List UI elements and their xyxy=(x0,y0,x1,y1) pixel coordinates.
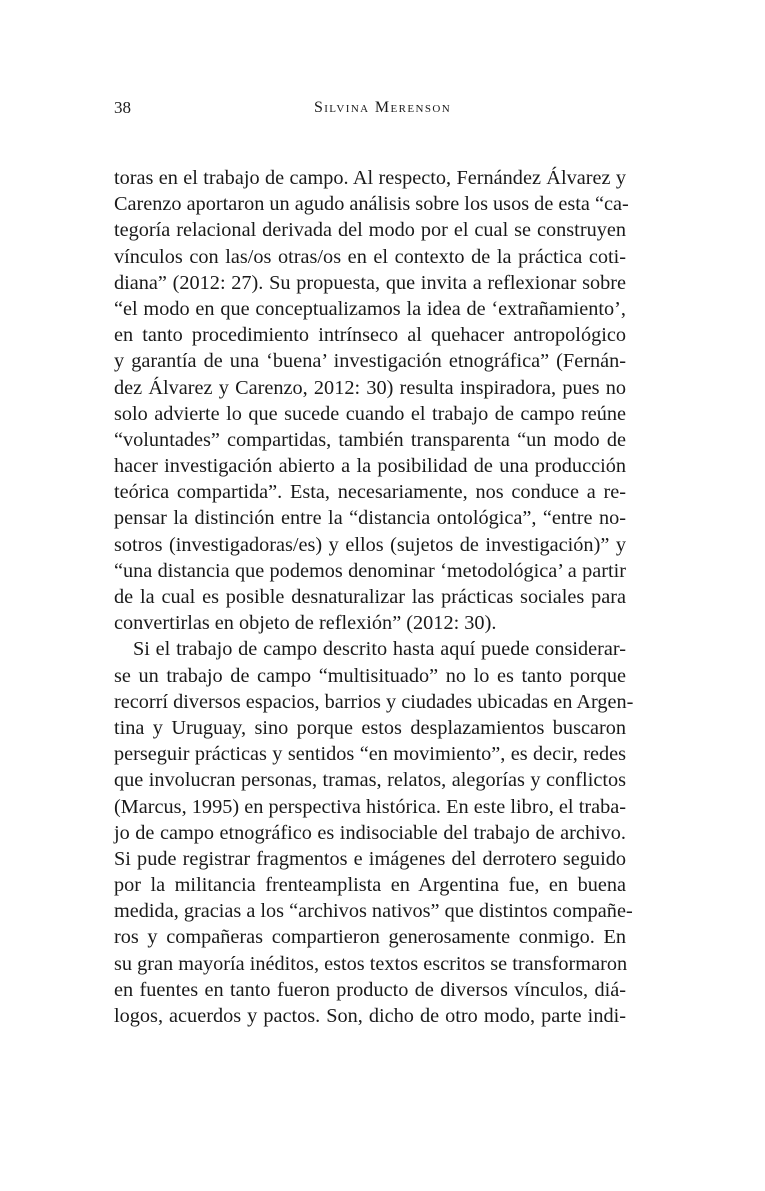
text-line: de la cual es posible desnaturalizar las prácticas sociales para xyxy=(114,586,626,608)
text-line: toras en el trabajo de campo. Al respecto, Fernández Álvarez y xyxy=(114,167,626,189)
text-line: Si pude registrar fragmentos e imágenes del derrotero seguido xyxy=(114,847,626,870)
text-line: “voluntades” compartidas, también transparenta “un modo de xyxy=(114,428,626,451)
text-line: tina y Uruguay, sino porque estos desplazamientos buscaron xyxy=(114,716,626,739)
text-line: medida, gracias a los “archivos nativos” que distintos compañe- xyxy=(114,900,633,923)
text-line: teórica compartida”. Esta, necesariamente, nos conduce a re- xyxy=(114,481,626,504)
text-line: Si el trabajo de campo descrito hasta aquí puede considerar- xyxy=(133,638,626,661)
text-line: por la militancia frenteamplista en Argentina fue, en buena xyxy=(114,874,626,897)
text-line: pensar la distinción entre la “distancia ontológica”, “entre no- xyxy=(114,507,626,530)
running-head: Silvina Merenson xyxy=(313,99,452,116)
text-line: logos, acuerdos y pactos. Son, dicho de otro modo, parte indi- xyxy=(114,1005,626,1027)
text-line: (Marcus, 1995) en perspectiva histórica. En este libro, el traba- xyxy=(114,795,626,818)
body-text xyxy=(114,165,634,1029)
text-line: se un trabajo de campo “multisituado” no lo es tanto porque xyxy=(114,664,626,687)
text-line: ros y compañeras compartieron generosamente conmigo. En xyxy=(114,926,626,949)
text-line: recorrí diversos espacios, barrios y ciudades ubicadas en Argen- xyxy=(114,690,634,713)
text-line: diana” (2012: 27). Su propuesta, que invita a reflexionar sobre xyxy=(114,271,626,294)
text-line: sotros (investigadoras/es) y ellos (sujetos de investigación)” y xyxy=(114,533,626,556)
text-line: convertirlas en objeto de reflexión” (2012: 30). xyxy=(114,612,497,635)
text-line: su gran mayoría inéditos, estos textos escritos se transformaron xyxy=(114,952,628,975)
text-line: vínculos con las/os otras/os en el contexto de la práctica coti- xyxy=(114,245,626,268)
text-line: Carenzo aportaron un agudo análisis sobre los usos de esta “ca- xyxy=(114,193,629,216)
text-line: que involucran personas, tramas, relatos, alegorías y conflictos xyxy=(114,769,626,792)
text-line: en fuentes en tanto fueron producto de diversos vínculos, diá- xyxy=(114,978,626,1001)
text-line: perseguir prácticas y sentidos “en movimiento”, es decir, redes xyxy=(114,743,626,766)
text-line: y garantía de una ‘buena’ investigación etnográfica” (Fernán- xyxy=(114,350,626,373)
text-line: jo de campo etnográfico es indisociable del trabajo de archivo. xyxy=(114,821,626,844)
text-line: “el modo en que conceptualizamos la idea de ‘extrañamiento’, xyxy=(114,297,626,320)
text-line: “una distancia que podemos denominar ‘metodológica’ a partir xyxy=(114,559,626,582)
text-line: tegoría relacional derivada del modo por el cual se construyen xyxy=(114,219,626,242)
text-line: hacer investigación abierto a la posibilidad de una producción xyxy=(114,455,626,478)
page-number: 38 xyxy=(114,98,131,117)
text-line: en tanto procedimiento intrínseco al quehacer antropológico xyxy=(114,324,626,347)
text-line: dez Álvarez y Carenzo, 2012: 30) resulta inspiradora, pues no xyxy=(114,376,626,399)
text-line: solo advierte lo que sucede cuando el trabajo de campo reúne xyxy=(114,402,626,425)
